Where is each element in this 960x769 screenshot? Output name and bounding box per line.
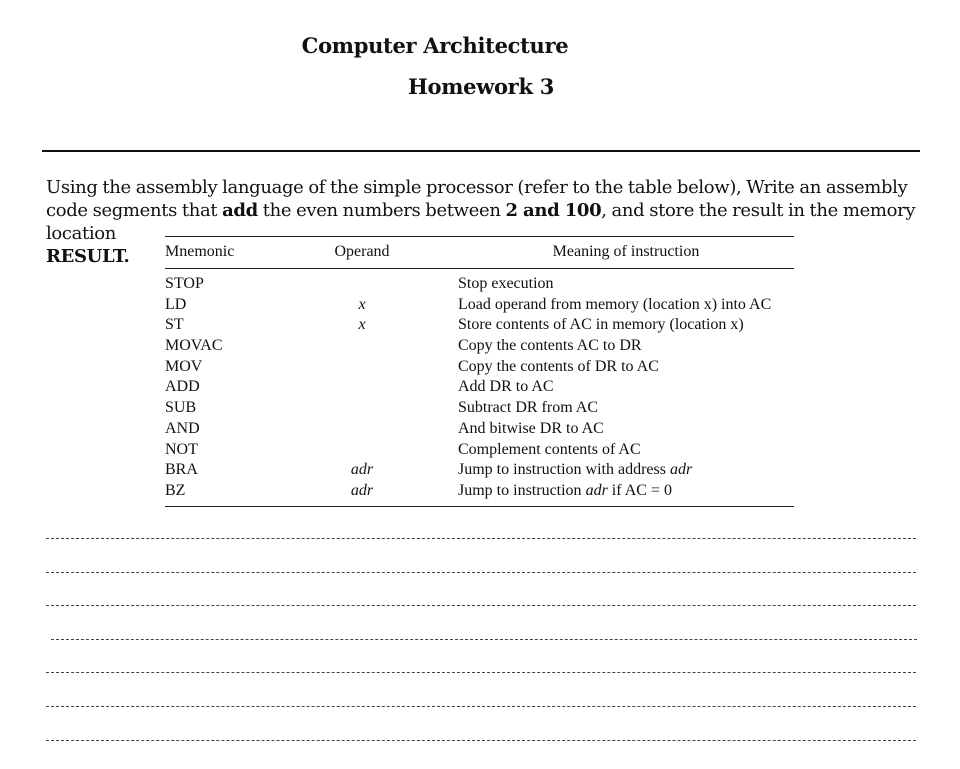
question-bold-result: RESULT. xyxy=(46,246,130,267)
question-bold-range: 2 and 100 xyxy=(505,200,602,221)
table-row xyxy=(165,336,794,357)
row-mnemonic: NOT xyxy=(165,440,198,458)
header-mnemonic: Mnemonic xyxy=(165,243,235,260)
row-operand: adr xyxy=(350,461,374,479)
question-part-3: , and store the result in the memory location xyxy=(46,200,916,244)
row-meaning-text: Add DR to AC xyxy=(458,378,554,396)
table-row xyxy=(165,481,794,502)
row-meaning xyxy=(458,315,744,336)
answer-line xyxy=(46,538,916,539)
row-operand: x xyxy=(358,295,366,313)
instruction-table xyxy=(165,236,794,507)
page-title: Computer Architecture xyxy=(301,33,569,58)
row-mnemonic: ST xyxy=(165,316,184,334)
header-meaning: Meaning of instruction xyxy=(552,243,700,260)
row-meaning xyxy=(458,295,771,316)
row-meaning-text: Copy the contents AC to DR xyxy=(458,337,642,355)
row-meaning xyxy=(458,336,642,357)
answer-line xyxy=(46,605,916,606)
row-meaning-text: Stop execution xyxy=(458,275,554,292)
row-meaning-text: Complement contents of AC xyxy=(458,440,641,458)
question-bold-add: add xyxy=(222,200,258,221)
table-row xyxy=(165,357,794,378)
table-row xyxy=(165,377,794,398)
answer-line xyxy=(46,740,916,741)
page-subtitle: Homework 3 xyxy=(407,74,555,99)
row-operand: adr xyxy=(350,481,374,499)
row-meaning-suffix: if AC = 0 xyxy=(607,481,672,499)
row-meaning-text: Store contents of AC in memory (location x) xyxy=(458,316,744,334)
row-mnemonic: ADD xyxy=(165,378,200,396)
table-header-row xyxy=(165,237,794,268)
answer-line xyxy=(46,706,916,707)
answer-line xyxy=(46,572,916,573)
header-divider xyxy=(42,150,920,152)
row-meaning-text: Subtract DR from AC xyxy=(458,399,598,417)
row-meaning-italic: adr xyxy=(585,481,608,499)
row-mnemonic: MOVAC xyxy=(165,337,223,355)
table-bottom-rule xyxy=(165,506,794,507)
answer-line xyxy=(51,639,917,640)
row-meaning xyxy=(458,440,641,461)
row-meaning xyxy=(458,419,604,440)
table-row xyxy=(165,419,794,440)
row-meaning-text: Jump to instruction with address xyxy=(458,461,670,479)
row-meaning xyxy=(458,357,659,378)
row-meaning-text: Load operand from memory (location x) into AC xyxy=(458,295,772,313)
table-row xyxy=(165,295,794,316)
table-row xyxy=(165,274,794,295)
row-mnemonic: BZ xyxy=(165,481,186,499)
row-meaning xyxy=(458,274,554,295)
table-row xyxy=(165,398,794,419)
answer-line xyxy=(46,672,916,673)
row-meaning xyxy=(458,460,692,481)
row-meaning xyxy=(458,398,598,419)
row-meaning-text: And bitwise DR to AC xyxy=(458,419,604,437)
header-operand: Operand xyxy=(334,243,390,260)
row-mnemonic: STOP xyxy=(165,275,204,292)
row-mnemonic: AND xyxy=(165,419,200,437)
question-part-2: the even numbers between xyxy=(257,200,506,221)
row-meaning xyxy=(458,377,554,398)
table-row xyxy=(165,440,794,461)
table-row xyxy=(165,315,794,336)
row-meaning-text: Copy the contents of DR to AC xyxy=(458,357,659,375)
question-part-1: Using the assembly language of the simple processor (refer to the table below), Write an assembly code segments that xyxy=(46,177,908,221)
row-mnemonic: MOV xyxy=(165,357,203,375)
row-mnemonic: SUB xyxy=(165,399,197,417)
row-mnemonic: BRA xyxy=(165,461,198,479)
row-mnemonic: LD xyxy=(165,295,187,313)
row-meaning-text: Jump to instruction xyxy=(458,481,586,499)
row-meaning-italic: adr xyxy=(669,461,693,479)
table-row xyxy=(165,460,794,481)
row-operand: x xyxy=(358,316,366,334)
row-meaning xyxy=(458,481,672,502)
table-body xyxy=(165,269,794,506)
